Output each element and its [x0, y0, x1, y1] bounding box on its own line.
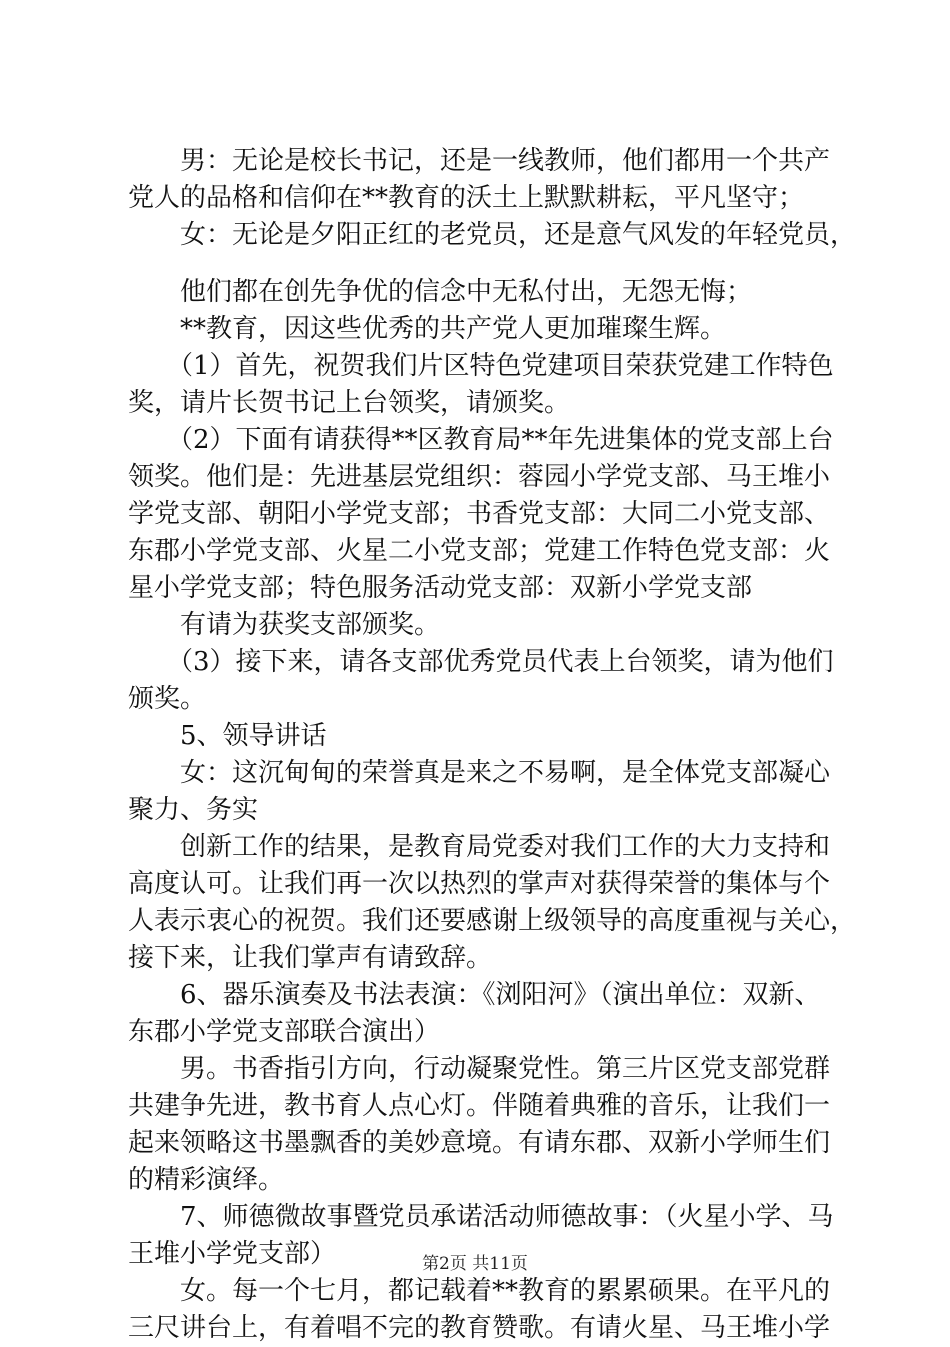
text-line: 起来领略这书墨飘香的美妙意境。有请东郡、双新小学师生们 [128, 1128, 831, 1158]
text-line: 学党支部、朝阳小学党支部；书香党支部：大同二小党支部、 [128, 499, 831, 529]
text-line: 领奖。他们是：先进基层党组织：蓉园小学党支部、马王堆小 [128, 462, 831, 492]
text-line: 共建争先进，教书育人点心灯。伴随着典雅的音乐，让我们一 [128, 1091, 831, 1121]
text-line: （2）下面有请获得**区教育局**年先进集体的党支部上台 [128, 425, 834, 455]
text-line: （1）首先，祝贺我们片区特色党建项目荣获党建工作特色 [128, 351, 834, 381]
text-line: **教育，因这些优秀的共产党人更加璀璨生辉。 [128, 314, 727, 344]
page-number-footer: 第2页 共11页 [422, 1254, 528, 1274]
text-line: 王堆小学党支部） [128, 1239, 337, 1269]
text-line: 人表示衷心的祝贺。我们还要感谢上级领导的高度重视与关心， [128, 906, 857, 936]
text-line: 5、领导讲话 [128, 721, 327, 751]
text-line: 有请为获奖支部颁奖。 [128, 610, 441, 640]
text-line: 的精彩演绎。 [128, 1165, 285, 1195]
text-line: 6、器乐演奏及书法表演：《浏阳河》（演出单位：双新、 [128, 980, 821, 1010]
text-line: 东郡小学党支部联合演出） [128, 1017, 441, 1047]
text-line: 接下来，让我们掌声有请致辞。 [128, 943, 493, 973]
text-line: 颁奖。 [128, 684, 207, 714]
text-line: 7、师德微故事暨党员承诺活动师德故事：（火星小学、马 [128, 1202, 834, 1232]
text-line: （3）接下来，请各支部优秀党员代表上台领奖，请为他们 [128, 647, 834, 677]
text-line: 党人的品格和信仰在**教育的沃土上默默耕耘，平凡坚守； [128, 183, 805, 213]
text-line: 奖，请片长贺书记上台领奖，请颁奖。 [128, 388, 571, 418]
text-line: 高度认可。让我们再一次以热烈的掌声对获得荣誉的集体与个 [128, 869, 831, 899]
text-line: 聚力、务实 [128, 795, 259, 825]
text-line: 东郡小学党支部、火星二小党支部；党建工作特色党支部：火 [128, 536, 831, 566]
paragraph-gap [128, 254, 848, 274]
text-line: 女：无论是夕阳正红的老党员，还是意气风发的年轻党员， [128, 220, 857, 250]
text-line: 女：这沉甸甸的荣誉真是来之不易啊，是全体党支部凝心 [128, 758, 831, 788]
document-body [128, 143, 857, 1347]
text-line: 男。书香指引方向，行动凝聚党性。第三片区党支部党群 [128, 1054, 831, 1084]
text-line: 男：无论是校长书记，还是一线教师，他们都用一个共产 [128, 146, 831, 176]
text-line: 创新工作的结果，是教育局党委对我们工作的大力支持和 [128, 832, 831, 862]
text-line: 三尺讲台上，有着唱不完的教育赞歌。有请火星、马王堆小学 [128, 1313, 831, 1343]
text-line: 星小学党支部；特色服务活动党支部：双新小学党支部 [128, 573, 753, 603]
text-line: 女。每一个七月，都记载着**教育的累累硕果。在平凡的 [128, 1276, 831, 1306]
text-line: 他们都在创先争优的信念中无私付出，无怨无悔； [128, 277, 753, 307]
